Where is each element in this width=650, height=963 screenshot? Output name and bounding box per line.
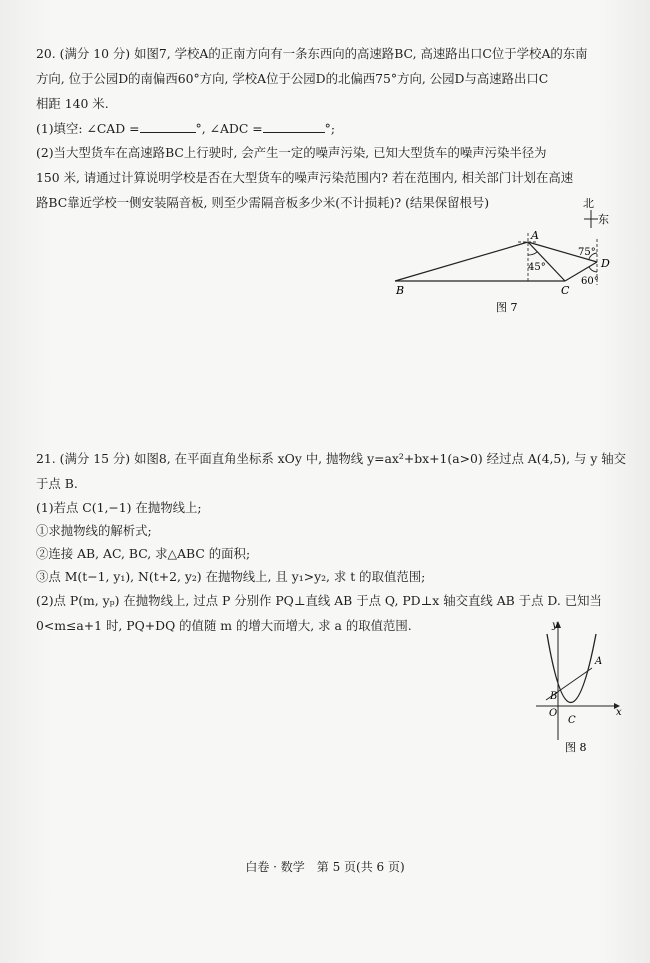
point-b-label: B (550, 691, 558, 702)
figure-8-caption: 图 8 (565, 741, 587, 754)
y-axis-label: y (552, 620, 558, 631)
compass-north-label: 北 (583, 197, 594, 210)
q20-part1 (36, 121, 335, 137)
segment-ab (395, 242, 528, 281)
answer-blank-cad[interactable] (140, 121, 196, 133)
angle-75-label: 75° (578, 247, 596, 258)
q20-line-2: 方向, 位于公园D的南偏西60°方向, 学校A位于公园D的北偏西75°方向, 公园D与高速路出口C (36, 71, 549, 86)
q20-fill-b: °, ∠ADC = (195, 121, 263, 136)
figure-8 (532, 616, 622, 756)
q20-fill-a: (1)填空: ∠CAD = (36, 121, 140, 136)
point-b-label: B (396, 284, 405, 297)
q21-sub3: ③点 M(t−1, y₁), N(t+2, y₂) 在抛物线上, 且 y₁>y₂, 求 t 的取值范围; (36, 569, 426, 584)
figure-7-caption: 图 7 (496, 301, 518, 314)
compass-east-label: 东 (598, 213, 609, 226)
q20-part2-line-2: 150 米, 请通过计算说明学校是否在大型货车的噪声污染范围内? 若在范围内, 相关部门计划在高速 (36, 170, 574, 185)
figure-7 (385, 195, 630, 320)
angle-45-label: 45° (528, 262, 546, 273)
q20-part2-line-1: (2)当大型货车在高速路BC上行驶时, 会产生一定的噪声污染, 已知大型货车的噪声污染半径为 (36, 145, 547, 160)
point-d-label: D (601, 257, 610, 270)
point-c-label: C (561, 284, 570, 297)
q20-fill-c: °; (324, 121, 336, 136)
page-footer: 白卷 · 数学 第 5 页(共 6 页) (245, 860, 405, 874)
angle-arc-60 (589, 267, 597, 272)
q21-sub2: ②连接 AB, AC, BC, 求△ABC 的面积; (36, 546, 251, 561)
q20-line-1: 20. (满分 10 分) 如图7, 学校A的正南方向有一条东西向的高速路BC, 高速路出口C位于学校A的东南 (36, 46, 588, 61)
q21-line-2: 于点 B. (36, 476, 78, 491)
point-a-label: A (595, 656, 603, 667)
q21-part2-line-1: (2)点 P(m, yₚ) 在抛物线上, 过点 P 分别作 PQ⊥直线 AB 于点 Q, PD⊥x 轴交直线 AB 于点 D. 已知当 (36, 593, 602, 608)
q20-line-3: 相距 140 米. (36, 96, 109, 111)
x-axis-label: x (616, 707, 622, 718)
point-c-label: C (568, 715, 576, 726)
point-a-label: A (531, 229, 539, 242)
q21-part1: (1)若点 C(1,−1) 在抛物线上; (36, 500, 202, 515)
q21-part2-line-2: 0<m≤a+1 时, PQ+DQ 的值随 m 的增大而增大, 求 a 的取值范围. (36, 618, 412, 633)
origin-label: O (549, 708, 558, 719)
angle-60-label: 60° (581, 276, 599, 287)
angle-arc-45 (528, 252, 537, 255)
q20-part2-line-3: 路BC靠近学校一侧安装隔音板, 则至少需隔音板多少米(不计损耗)? (结果保留根号) (36, 195, 490, 210)
q21-line-1: 21. (满分 15 分) 如图8, 在平面直角坐标系 xOy 中, 抛物线 y=ax²+bx+1(a>0) 经过点 A(4,5), 与 y 轴交 (36, 451, 627, 466)
q21-sub1: ①求抛物线的解析式; (36, 523, 152, 538)
answer-blank-adc[interactable] (263, 121, 325, 133)
